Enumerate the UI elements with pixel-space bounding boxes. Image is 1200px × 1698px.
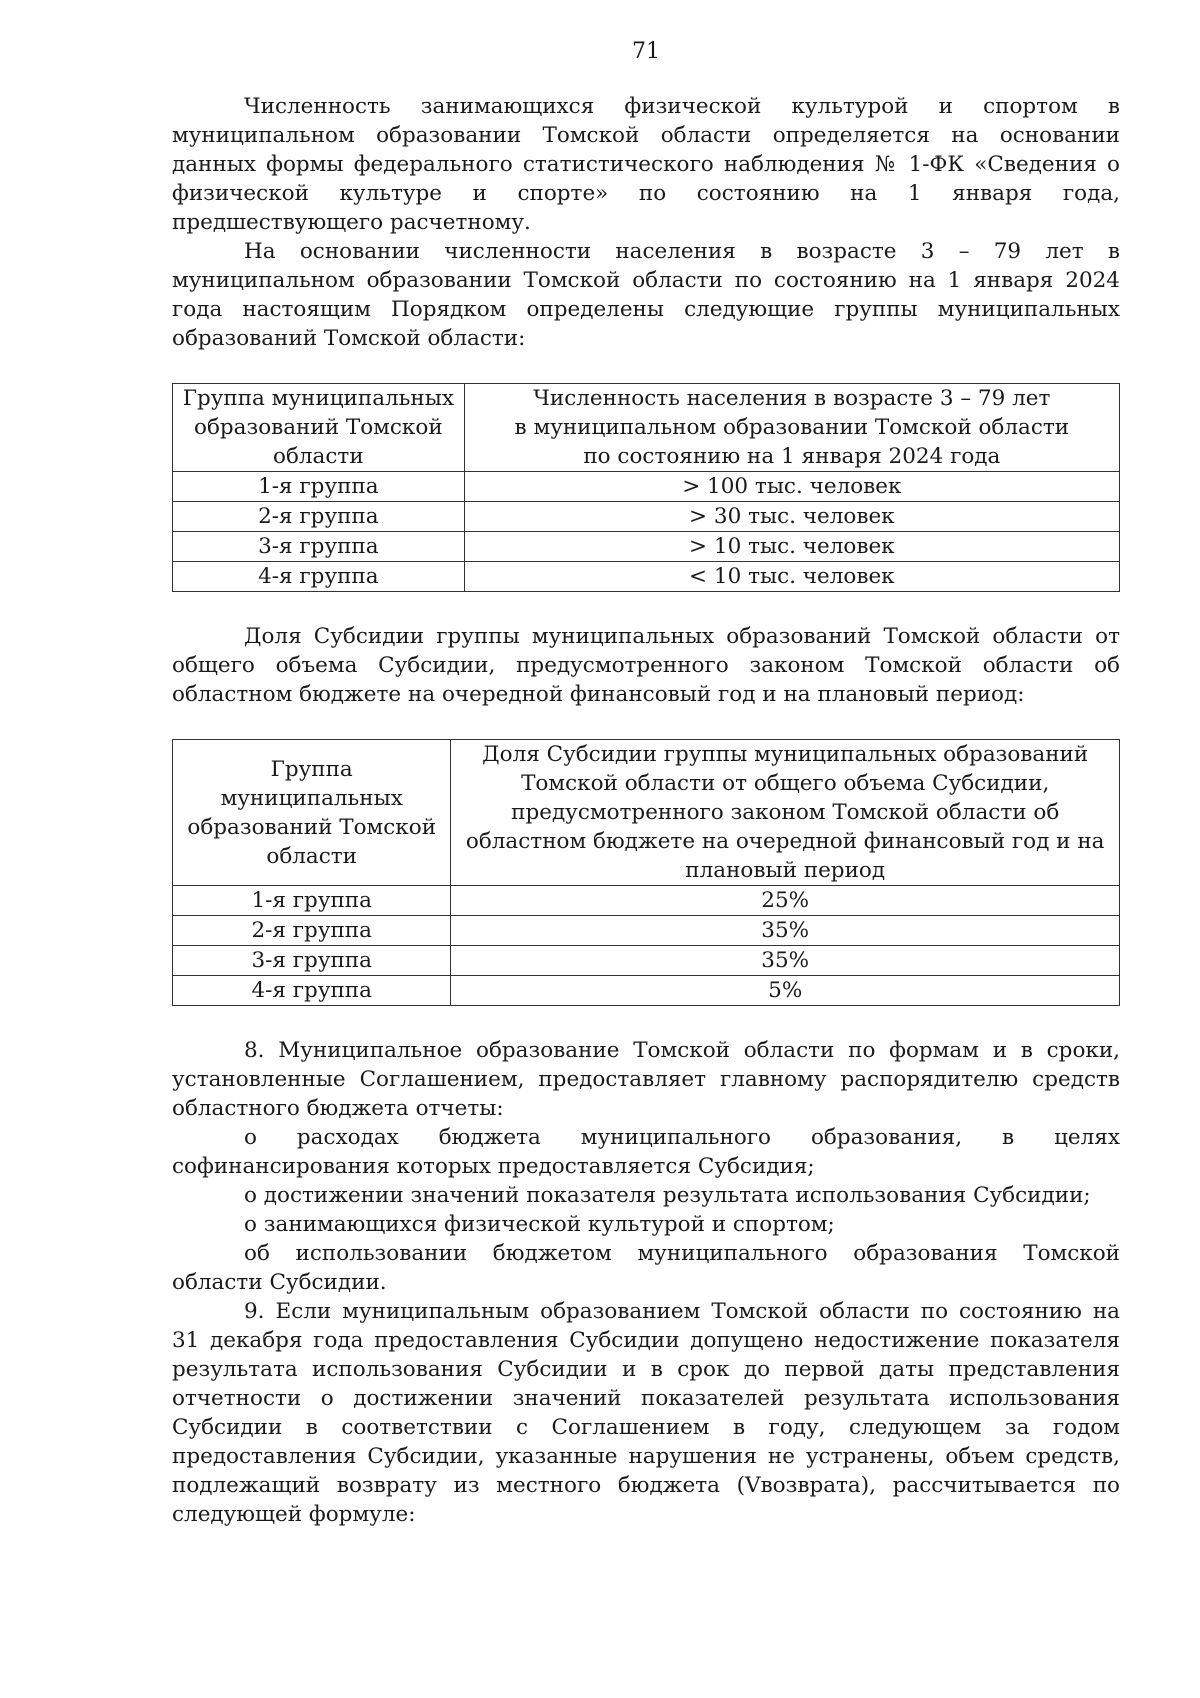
table-header-row: [173, 384, 1120, 472]
share-cell: 5%: [451, 976, 1120, 1006]
paragraph-report-sport: о занимающихся физической культурой и спортом;: [244, 1212, 835, 1237]
table-row: [173, 886, 1120, 916]
table-row: [173, 976, 1120, 1006]
group-cell: 2-я группа: [173, 916, 451, 946]
header-line: Численность населения в возрасте 3 – 79 лет: [533, 386, 1051, 411]
subsidy-share-table: [172, 739, 1120, 1006]
table-row: [173, 472, 1120, 502]
paragraph-item-9: 9. Если муниципальным образованием Томской области по состоянию на 31 декабря года предоставления Субсидии допущено недостижение показателя результата использования Субсидии и в срок до первой даты представления отчетности о достижении значений показателей результата использования Субсидии в соответствии с Соглашением в году, следующем за годом предоставления Субсидии, указанные нарушения не устранены, объем средств, подлежащий возврату из местного бюджета (Vвозврата), рассчитывается по следующей формуле:: [172, 1299, 1120, 1527]
table-header-row: [173, 740, 1120, 886]
population-groups-table: [172, 383, 1120, 592]
table-header-group: Группа муниципальных образований Томской области: [173, 384, 465, 472]
group-cell: 1-я группа: [173, 886, 451, 916]
paragraph-report-usage: об использовании бюджетом муниципального образования Томской области Субсидии.: [172, 1241, 1120, 1295]
table-row: [173, 532, 1120, 562]
table-row: [173, 916, 1120, 946]
share-cell: 35%: [451, 946, 1120, 976]
group-cell: 3-я группа: [173, 946, 451, 976]
header-line: по состоянию на 1 января 2024 года: [583, 444, 1001, 469]
paragraph-item-8: 8. Муниципальное образование Томской области по формам и в сроки, установленные Соглашением, предоставляет главному распорядителю средств областного бюджета отчеты:: [172, 1038, 1120, 1121]
group-cell: 2-я группа: [173, 502, 465, 532]
group-cell: 1-я группа: [173, 472, 465, 502]
share-cell: 25%: [451, 886, 1120, 916]
group-cell: 3-я группа: [173, 532, 465, 562]
population-cell: > 30 тыс. человек: [464, 502, 1119, 532]
paragraph-report-expenses: о расходах бюджета муниципального образования, в целях софинансирования которых предоставляется Субсидия;: [172, 1125, 1120, 1179]
table-header-group: Группа муниципальных образований Томской области: [173, 740, 451, 886]
page-number: 71: [632, 39, 660, 64]
population-cell: < 10 тыс. человек: [464, 562, 1119, 592]
group-cell: 4-я группа: [173, 562, 465, 592]
table-row: [173, 502, 1120, 532]
table-header-share: Доля Субсидии группы муниципальных образований Томской области от общего объема Субсидии, предусмотренного законом Томской области об областном бюджете на очередной финансовый год и на плановый период: [451, 740, 1120, 886]
share-cell: 35%: [451, 916, 1120, 946]
group-cell: 4-я группа: [173, 976, 451, 1006]
paragraph-groups-intro: На основании численности населения в возрасте 3 – 79 лет в муниципальном образовании Томской области по состоянию на 1 января 2024 года настоящим Порядком определены следующие группы муниципальных образований Томской области:: [172, 239, 1120, 351]
paragraph-sport-count: Численность занимающихся физической культурой и спортом в муниципальном образовании Томской области определяется на основании данных формы федерального статистического наблюдения № 1-ФК «Сведения о физической культуре и спорте» по состоянию на 1 января года, предшествующего расчетному.: [172, 94, 1120, 235]
table-row: [173, 946, 1120, 976]
population-cell: > 100 тыс. человек: [464, 472, 1119, 502]
table-row: [173, 562, 1120, 592]
population-cell: > 10 тыс. человек: [464, 532, 1119, 562]
header-line: в муниципальном образовании Томской области: [514, 415, 1070, 440]
paragraph-subsidy-share: Доля Субсидии группы муниципальных образований Томской области от общего объема Субсидии, предусмотренного законом Томской области об областном бюджете на очередной финансовый год и на плановый период:: [172, 624, 1120, 707]
paragraph-report-indicator: о достижении значений показателя результата использования Субсидии;: [244, 1183, 1091, 1208]
table-header-population: [464, 384, 1119, 472]
document-page: [172, 36, 1120, 1529]
